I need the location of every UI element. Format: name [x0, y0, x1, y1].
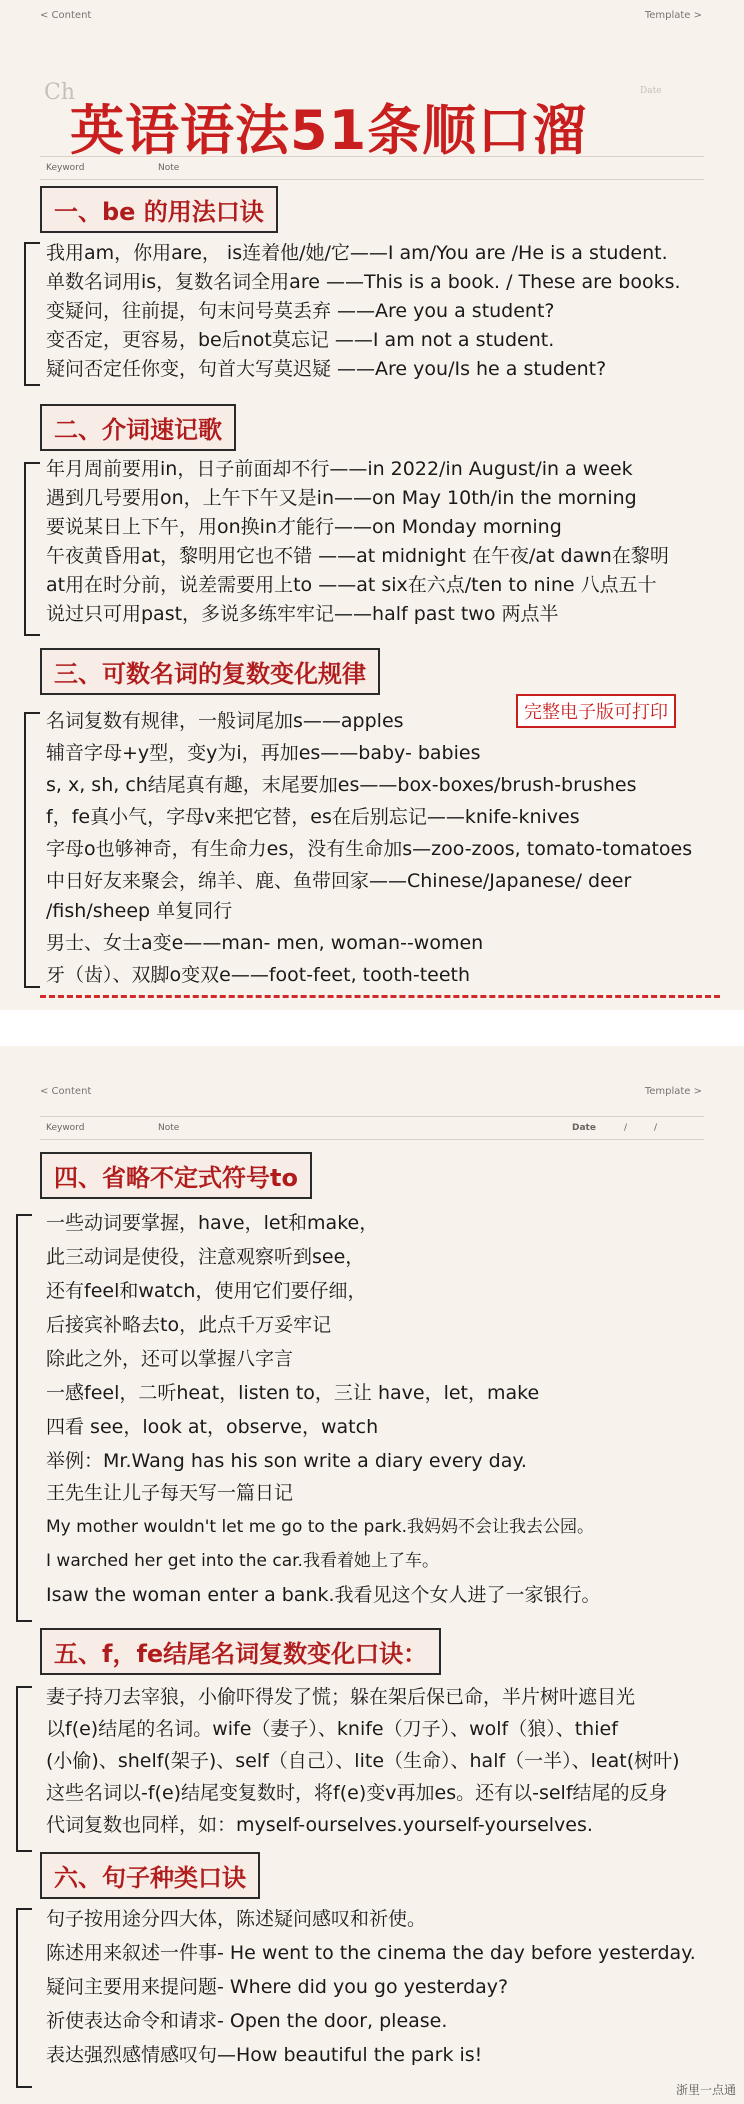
- section-heading-plurals: 三、可数名词的复数变化规律: [40, 648, 380, 695]
- plural-rule-line: s, x, sh, ch结尾真有趣，末尾要加es——box-boxes/brush-brushes: [46, 774, 637, 796]
- infinitive-rule-line: 后接宾补略去to，此点千万妥牢记: [46, 1314, 332, 1336]
- section-bracket: [16, 1908, 32, 2088]
- infinitive-rule-line: 还有feel和watch，使用它们要仔细，: [46, 1280, 367, 1302]
- infinitive-rule-line: 此三动词是使役，注意观察听到see，: [46, 1246, 365, 1268]
- top-bar: [0, 1046, 744, 1097]
- sentence-type-line: 陈述用来叙述一件事- He went to the cinema the day before yesterday.: [46, 1942, 696, 1964]
- sentence-type-line: 表达强烈感情感叹句—How beautiful the park is!: [46, 2044, 483, 2066]
- be-rule-line: 变否定，更容易，be后not莫忘记 ——I am not a student.: [46, 329, 555, 351]
- be-rule-line: 疑问否定任你变，句首大写莫迟疑 ——Are you/Is he a student?: [46, 358, 607, 380]
- preposition-rule-line: at用在时分前，说差需要用上to ——at six在六点/ten to nine 八点五十: [46, 574, 657, 596]
- page-gap: [0, 1010, 744, 1046]
- red-dashed-divider: [40, 995, 720, 998]
- section-bracket: [16, 1214, 32, 1622]
- preposition-rule-line: 要说某日上下午，用on换in才能行——on Monday morning: [46, 516, 562, 538]
- section-heading-prepositions: 二、介词速记歌: [40, 404, 236, 451]
- content-back-link[interactable]: < Content: [40, 1086, 92, 1097]
- date-label: Date: [572, 1123, 596, 1133]
- plural-rule-line: 中日好友来聚会，绵羊、鹿、鱼带回家——Chinese/Japanese/ deer: [46, 870, 632, 892]
- f-fe-rule-line: (小偷)、shelf(架子)、self（自己）、lite（生命）、half（一半）、leat(树叶): [46, 1750, 680, 1772]
- f-fe-rule-line: 代词复数也同样，如：myself-ourselves.yourself-yourselves.: [46, 1814, 593, 1836]
- f-fe-rule-line: 以f(e)结尾的名词。wife（妻子）、knife（刀子）、wolf（狼）、thief: [46, 1718, 618, 1740]
- section-bracket: [24, 462, 40, 636]
- section-heading-f-fe-plurals: 五、f，fe结尾名词复数变化口诀：: [40, 1628, 441, 1675]
- notes-page-1: [0, 0, 744, 1010]
- infinitive-example-line: 举例：Mr.Wang has his son write a diary every day.: [46, 1450, 527, 1472]
- section-bracket: [24, 712, 40, 988]
- faded-heading-text: Ch: [44, 80, 76, 105]
- notes-page-2: [0, 1046, 744, 2104]
- template-link[interactable]: Template >: [644, 1086, 702, 1097]
- page-title: 英语语法51条顺口溜: [70, 99, 588, 162]
- meta-row: [40, 156, 704, 180]
- sentence-type-line: 疑问主要用来提问题- Where did you go yesterday?: [46, 1976, 509, 1998]
- infinitive-rule-line: 除此之外，还可以掌握八字言: [46, 1348, 294, 1370]
- be-rule-line: 我用am，你用are， is连着他/她/它——I am/You are /He is a student.: [46, 242, 668, 264]
- note-label: Note: [158, 163, 180, 173]
- plural-rule-line: 男士、女士a变e——man- men, woman--women: [46, 932, 484, 954]
- note-label: Note: [158, 1123, 180, 1133]
- infinitive-rule-line: 四看 see，look at，observe，watch: [46, 1416, 379, 1438]
- section-bracket: [24, 242, 40, 386]
- section-heading-be: 一、be 的用法口诀: [40, 186, 278, 233]
- date-separator: /: [624, 1123, 628, 1133]
- template-link[interactable]: Template >: [644, 10, 702, 21]
- plural-rule-line: f，fe真小气，字母v来把它替，es在后别忘记——knife-knives: [46, 806, 580, 828]
- section-bracket: [16, 1686, 32, 1852]
- date-separator: /: [654, 1123, 658, 1133]
- section-heading-sentence-types: 六、句子种类口诀: [40, 1852, 260, 1899]
- top-bar: [0, 0, 744, 28]
- content-back-link[interactable]: < Content: [40, 10, 92, 21]
- sentence-type-line: 句子按用途分四大体，陈述疑问感叹和祈使。: [46, 1908, 427, 1930]
- be-rule-line: 变疑问，往前提，句末问号莫丢弃 ——Are you a student?: [46, 300, 555, 322]
- preposition-rule-line: 年月周前要用in，日子前面却不行——in 2022/in August/in a week: [46, 458, 633, 480]
- preposition-rule-line: 午夜黄昏用at，黎明用它也不错 ——at midnight 在午夜/at dawn在黎明: [46, 545, 669, 567]
- meta-row: [40, 1116, 704, 1140]
- infinitive-example-line: My mother wouldn't let me go to the park.我妈妈不会让我去公园。: [46, 1517, 594, 1537]
- f-fe-rule-line: 这些名词以-f(e)结尾变复数时，将f(e)变v再加es。还有以-self结尾的反身: [46, 1782, 668, 1804]
- infinitive-example-line: I warched her get into the car.我看着她上了车。: [46, 1551, 439, 1571]
- section-heading-bare-infinitive: 四、省略不定式符号to: [40, 1152, 312, 1199]
- plural-rule-line: /fish/sheep 单复同行: [46, 900, 233, 922]
- preposition-rule-line: 说过只可用past，多说多练牢牢记——half past two 两点半: [46, 603, 559, 625]
- print-version-stamp: 完整电子版可打印: [516, 694, 676, 728]
- keyword-label: Keyword: [46, 1123, 85, 1133]
- plural-rule-line: 辅音字母+y型，变y为i，再加es——baby- babies: [46, 742, 481, 764]
- f-fe-rule-line: 妻子持刀去宰狼，小偷吓得发了慌；躲在架后保已命，半片树叶遮目光: [46, 1686, 636, 1708]
- be-rule-line: 单数名词用is，复数名词全用are ——This is a book. / These are books.: [46, 271, 681, 293]
- faded-date-label: Date: [640, 86, 662, 96]
- sentence-type-line: 祈使表达命令和请求- Open the door, please.: [46, 2010, 448, 2032]
- infinitive-rule-line: 一感feel，二听heat，listen to，三让 have，let，make: [46, 1382, 540, 1404]
- plural-rule-line: 名词复数有规律，一般词尾加s——apples: [46, 710, 404, 732]
- infinitive-example-line: Isaw the woman enter a bank.我看见这个女人进了一家银行。: [46, 1584, 601, 1606]
- infinitive-example-line: 王先生让儿子每天写一篇日记: [46, 1482, 294, 1504]
- plural-rule-line: 牙（齿）、双脚o变双e——foot-feet, tooth-teeth: [46, 964, 471, 986]
- keyword-label: Keyword: [46, 163, 85, 173]
- preposition-rule-line: 遇到几号要用on，上午下午又是in——on May 10th/in the morning: [46, 487, 637, 509]
- source-watermark: 浙里一点通: [675, 2083, 736, 2097]
- plural-rule-line: 字母o也够神奇，有生命力es，没有生命加s—zoo-zoos, tomato-tomatoes: [46, 838, 693, 860]
- infinitive-rule-line: 一些动词要掌握，have，let和make，: [46, 1212, 379, 1234]
